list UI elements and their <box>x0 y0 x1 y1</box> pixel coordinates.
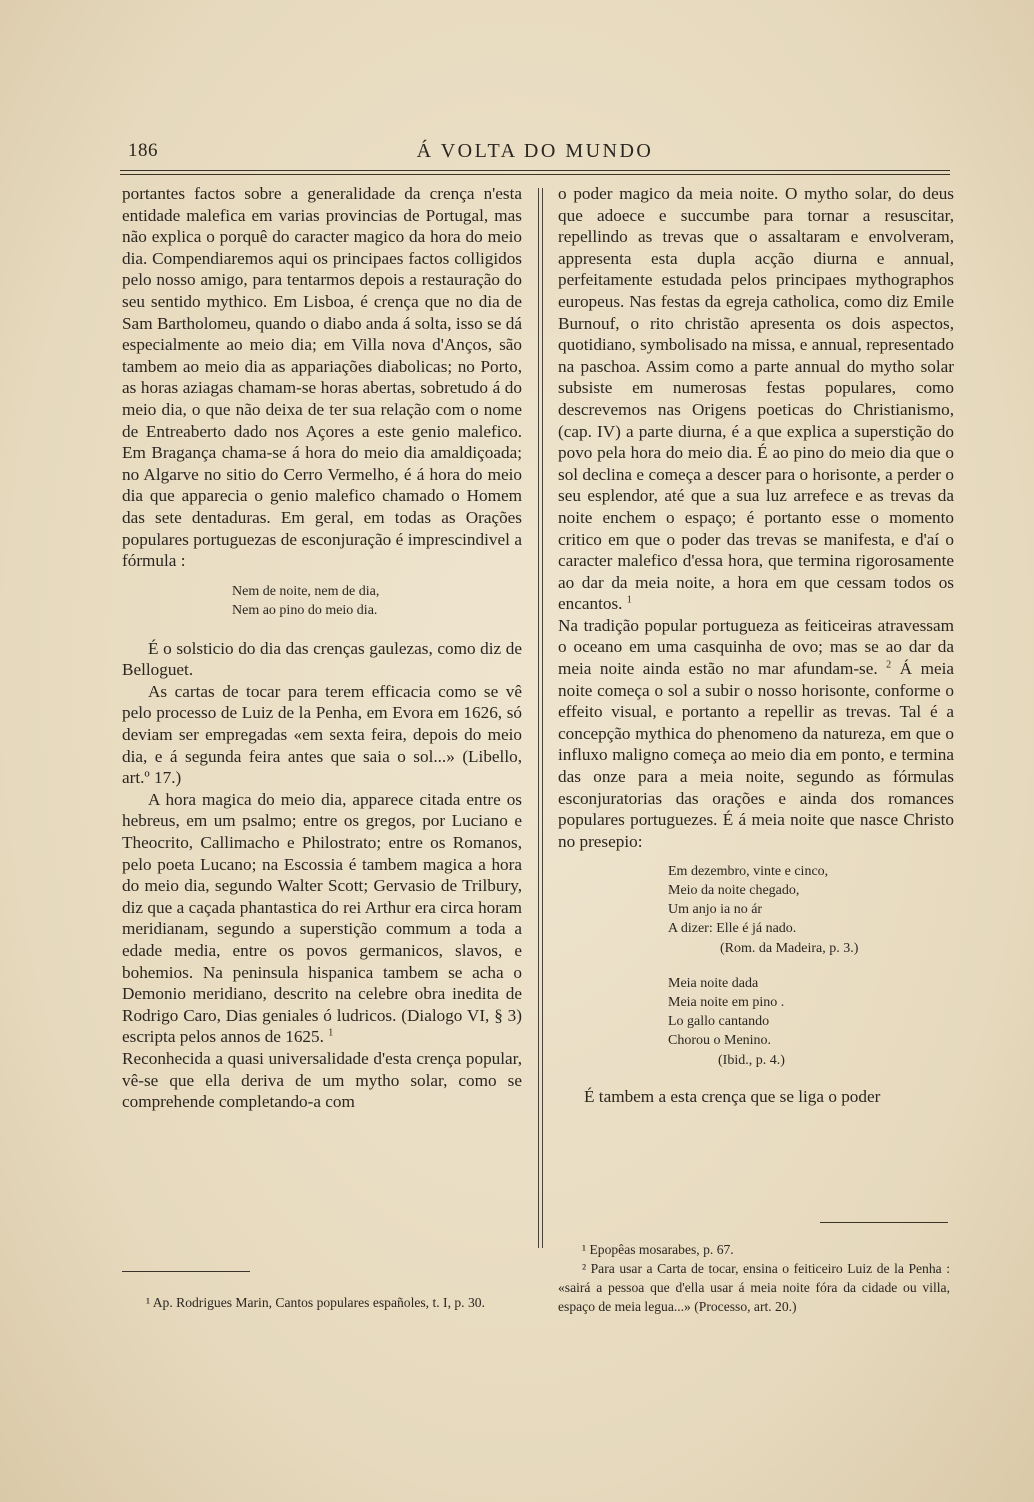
left-paragraph-5: Reconhecida a quasi universalidade d'esta crença popular, vê-se que ella deriva de um mytho solar, como se comprehende completando-a com <box>122 1048 522 1112</box>
page-header <box>120 138 950 168</box>
footnote-ref: 1 <box>328 1027 334 1039</box>
right-paragraph-1-text: o poder magico da meia noite. O mytho solar, do deus que adoece e succumbe para tornar a resuscitar, repellindo as trevas que o assaltaram e envolveram, appresenta esta dupla acção diurna e annual, perfeitamente estudada pelos principaes mythographos europeus. Nas festas da egreja catholica, como diz Emile Burnouf, o rito christão apresenta os dois aspectos, quotidiano, symbolisado na missa, e annual, representado na paschoa. Assim como a parte annual do mytho solar subsiste em numerosas festas populares, como descrevemos nas Origens poeticas do Christianismo, (cap. IV) a parte diurna, é a que explica a superstição do povo pela hora do meio dia. É ao pino do meio dia que o sol declina e começa a descer para o horisonte, a perder o seu esplendor, até que a sua luz arrefece e as trevas da noite enchem o espaço; é portanto esse o momento critico em que o poder das trevas se manifesta, e d'aí o caracter malefico d'essa hora, que termina rigorosamente ao dar da meia noite, a hora em que cessam todos os encantos. <box>558 184 954 614</box>
verse-line: Lo gallo cantando <box>668 1014 770 1029</box>
verse-line: Meio da noite chegado, <box>668 883 800 899</box>
right-verse-1 <box>558 862 954 938</box>
footnote: ¹ Ap. Rodrigues Marin, Cantos populares españoles, t. I, p. 30. <box>146 1295 485 1310</box>
verse-line: Meia noite dada <box>668 976 759 991</box>
footnote-ref: 1 <box>626 594 632 606</box>
left-paragraph-2: É o solsticio do dia das crenças gaulezas, como diz de Belloguet. <box>122 638 522 680</box>
right-paragraph-2 <box>558 615 954 853</box>
header-rule <box>120 170 950 175</box>
verse-line: Nem de noite, nem de dia, <box>232 583 380 599</box>
left-paragraph-1: portantes factos sobre a generalidade da crença n'esta entidade malefica em varias provincias de Portugal, mas não explica o porquê do caracter magico da hora do meio dia. Compendiaremos aqui os principaes factos colligidos pelo nosso amigo, para tentarmos depois a restauração do seu sentido mythico. Em Lisboa, é crença que no dia de Sam Bartholomeu, quando o diabo anda á solta, isso se dá especialmente ao meio dia; em Villa nova d'Anços, são tambem ao meio dia as appariações diabolicas; no Porto, as horas aziagas chamam-se horas abertas, sobretudo á do meio dia, o que não deixa de ter sua relação com o nome de Entreaberto dado nos Açores a este genio malefico. Em Bragança chama-se á hora do meio dia amaldiçoada; no Algarve no sitio do Cerro Vermelho, é á hora do meio dia que apparecia o genio malefico chamado o Homem das sete dentaduras. Em geral, em todas as Orações populares portuguezas de esconjuração é imprescindivel a fórmula : <box>122 184 522 571</box>
right-paragraph-4: É tambem a esta crença que se liga o poder <box>584 1086 881 1106</box>
left-paragraph-3: As cartas de tocar para terem efficacia como se vê pelo processo de Luiz de la Penha, em Evora em 1626, só deviam ser empregadas «em sexta feira, depois do meio dia, e á segunda feira antes que saia o sol...» (Libello, art.º 17.) <box>122 681 522 788</box>
verse-line: Um anjo ia no ár <box>668 902 763 918</box>
running-title: Á VOLTA DO MUNDO <box>416 140 654 162</box>
verse-citation: (Ibid., p. 4.) <box>718 1053 785 1068</box>
footnote: ¹ Epopêas mosarabes, p. 67. <box>582 1242 734 1257</box>
right-paragraph-3-text: Á meia noite começa o sol a subir o nosso horisonte, conforme o effeito visual, e portanto a repellir as trevas. Tal é a concepção mythica do phenomeno da natureza, em que o influxo maligno começa ao meio dia em ponto, e termina das onze para a meia noite, segundo as fórmulas esconjuratorias das orações e ainda dos romances populares portuguezes. É á meia noite que nasce Christo no presepio: <box>558 659 954 851</box>
verse-line: Em dezembro, vinte e cinco, <box>668 864 829 880</box>
verse-line: Chorou o Menino. <box>668 1033 772 1048</box>
verse-line: Nem ao pino do meio dia. <box>232 602 378 618</box>
left-footnotes <box>122 1293 522 1312</box>
column-divider <box>538 188 543 1248</box>
verse-citation: (Rom. da Madeira, p. 3.) <box>720 941 859 957</box>
footnote: ² Para usar a Carta de tocar, ensina o feiticeiro Luiz de la Penha : «sairá a pessoa que d'ella usar á meia noite fóra da cidade ou villa, espaço de meia legua...» (Processo, art. 20.) <box>558 1261 950 1314</box>
right-paragraph-2-text: Na tradição popular portugueza as feiticeiras atravessam o oceano em uma casquinha de ovo; mas se ao dar da meia noite ainda estão no mar afundam-se. <box>558 615 954 679</box>
left-paragraph-4 <box>122 789 522 1048</box>
right-footnotes <box>558 1240 950 1316</box>
left-column <box>122 183 522 1113</box>
right-paragraph-1 <box>558 183 954 615</box>
footnote-rule <box>820 1222 948 1223</box>
left-verse <box>122 582 522 620</box>
verse-line: Meia noite em pino . <box>668 995 785 1010</box>
verse-line: A dizer: Elle é já nado. <box>668 921 797 937</box>
right-verse-2 <box>558 974 954 1050</box>
page-number: 186 <box>128 140 158 161</box>
right-column <box>558 183 954 1107</box>
footnote-ref: 2 <box>886 659 892 671</box>
left-paragraph-4-text: A hora magica do meio dia, apparece citada entre os hebreus, em um psalmo; entre os gregos, por Luciano e Theocrito, Callimacho e Philostrato; entre os Romanos, pelo poeta Lucano; na Escossia é tambem magica a hora do meio dia, segundo Walter Scott; Gervasio de Trilbury, diz que a caçada phantastica do rei Arthur era circa horam meridianam, segundo a superstição commum a toda a edade media, entre os povos germanicos, slavos, e bohemios. Na peninsula hispanica tambem se acha o Demonio meridiano, descrito na celebre obra inedita de Rodrigo Caro, Dias geniales ó ludricos. (Dialogo VI, § 3) escripta pelos annos de 1625. <box>122 789 522 1047</box>
footnote-rule <box>122 1271 250 1272</box>
